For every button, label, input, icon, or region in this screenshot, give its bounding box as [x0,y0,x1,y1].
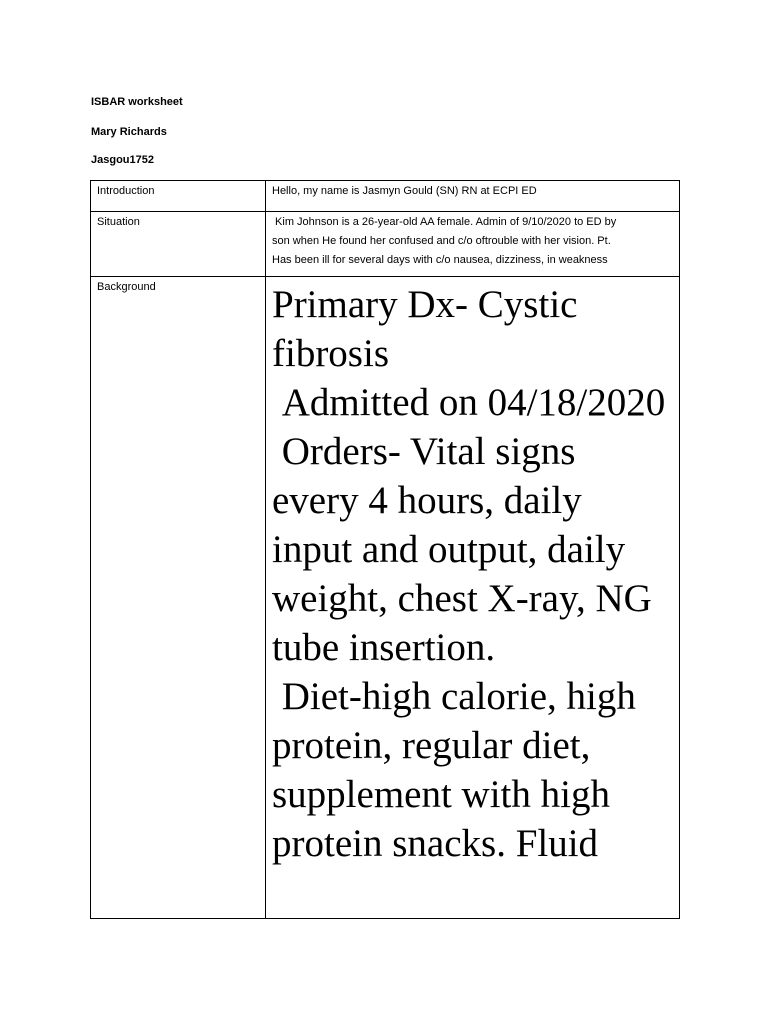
situation-line: Has been ill for several days with c/o nausea, dizziness, in weakness [272,254,608,266]
introduction-text: Hello, my name is Jasmyn Gould (SN) RN at ECPI ED [266,181,680,212]
situation-text [266,212,680,277]
background-label: Background [91,277,266,919]
table-row-background [91,277,680,919]
background-paragraph: Diet-high calorie, high protein, regular diet, supplement with high protein snacks. Fluid [272,675,646,865]
student-id: Jasgou1752 [91,154,154,166]
worksheet-title: ISBAR worksheet [91,96,183,108]
introduction-label: Introduction [91,181,266,212]
student-name: Mary Richards [91,126,167,138]
situation-line: son when He found her confused and c/o oftrouble with her vision. Pt. [272,235,611,247]
background-paragraph: Primary Dx- Cystic fibrosis [272,283,588,375]
table-row-introduction [91,181,680,212]
background-paragraph: Orders- Vital signs every 4 hours, daily input and output, daily weight, chest X-ray, NG tube insertion. [272,430,662,669]
background-paragraph: Admitted on 04/18/2020 [272,381,666,424]
table-row-situation [91,212,680,277]
situation-line: Kim Johnson is a 26-year-old AA female. Admin of 9/10/2020 to ED by [272,216,617,228]
situation-label: Situation [91,212,266,277]
background-text [266,277,680,919]
isbar-table [90,180,680,919]
